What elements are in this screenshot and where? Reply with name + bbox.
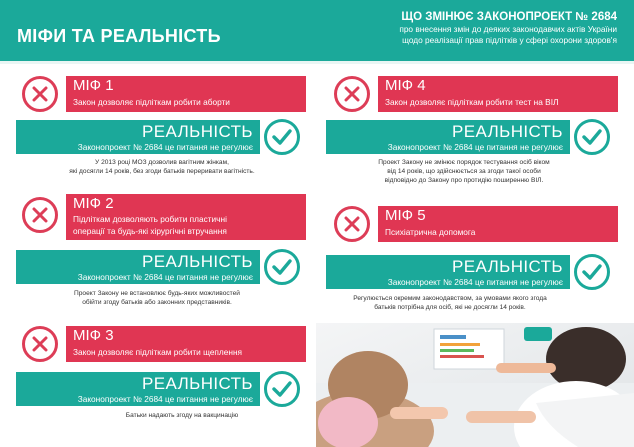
- myth-5-text: Психіатрична допомога: [385, 227, 476, 237]
- subtitle-line-1: про внесення змін до деяких законодавчих актів України: [399, 24, 617, 34]
- myth-2-text-line-1: Підліткам дозволяють робити пластичні: [73, 214, 227, 224]
- myth-3-x-mark-icon: [22, 326, 58, 362]
- myth-1-x-mark-icon: [22, 76, 58, 112]
- reality-3-title: РЕАЛЬНІСТЬ: [142, 374, 253, 393]
- subtitle-line-2: щодо реалізації прав підлітків у сфері охорони здоров'я: [402, 34, 617, 45]
- myth-3-box: [66, 326, 306, 362]
- myth-1-title: МІФ 1: [73, 77, 114, 94]
- header-bar: [0, 0, 634, 61]
- myth-5-x-mark-icon: [334, 206, 370, 242]
- myth-4-note: Проект Закону не змінює порядок тестування осіб віком від 14 років, що здійснюється за згоди такої особи відповідно до Закону про протидію поширенню ВІЛ.: [378, 159, 550, 185]
- myth-5-title: МІФ 5: [385, 207, 426, 224]
- reality-5-box: [326, 255, 570, 289]
- reality-1-box: [16, 120, 260, 154]
- myth-5-note: Регулюється окремим законодавством, за умовами якого згода батьків потрібна для осіб, які не досягли 14 років.: [353, 295, 547, 312]
- reality-2-title: РЕАЛЬНІСТЬ: [142, 252, 253, 271]
- myth-4-box: [378, 76, 618, 112]
- header-subtitle-block: [399, 10, 617, 45]
- reality-3-box: [16, 372, 260, 406]
- myth-2-box: [66, 194, 306, 240]
- photo-illustration: [316, 323, 634, 447]
- myth-3-text: Закон дозволяє підліткам робити щеплення: [73, 347, 243, 357]
- reality-2-box: [16, 250, 260, 284]
- reality-5-text: Законопроект № 2684 це питання не регулює: [387, 277, 563, 287]
- reality-1-text: Законопроект № 2684 це питання не регулює: [77, 142, 253, 152]
- reality-4-box: [326, 120, 570, 154]
- myth-1-box: [66, 76, 306, 112]
- reality-2-check-mark-icon: [264, 249, 300, 285]
- page-title: МІФИ ТА РЕАЛЬНІСТЬ: [17, 26, 221, 46]
- myth-3-title: МІФ 3: [73, 327, 114, 344]
- reality-2-text: Законопроект № 2684 це питання не регулює: [77, 272, 253, 282]
- myth-3-note: Батьки надають згоду на вакцинацію: [125, 412, 239, 419]
- myth-2-note: Проект Закону не встановлює будь-яких можливостей обійти згоду батьків або законних представників.: [74, 290, 240, 307]
- myth-2-title: МІФ 2: [73, 195, 114, 212]
- reality-5-check-mark-icon: [574, 254, 610, 290]
- myth-4-title: МІФ 4: [385, 77, 426, 94]
- myth-1-note: У 2013 році МОЗ дозволив вагітним жінкам, які досягли 14 років, без згоди батьків переривати вагітність.: [69, 159, 255, 176]
- reality-4-title: РЕАЛЬНІСТЬ: [452, 122, 563, 141]
- myth-5-box: [378, 206, 618, 242]
- reality-3-text: Законопроект № 2684 це питання не регулює: [77, 394, 253, 404]
- reality-4-check-mark-icon: [574, 119, 610, 155]
- doctor-and-child-photo: [316, 323, 634, 447]
- reality-5-title: РЕАЛЬНІСТЬ: [452, 257, 563, 276]
- subtitle-heading: ЩО ЗМІНЮЄ ЗАКОНОПРОЕКТ № 2684: [401, 11, 617, 23]
- header-divider: [0, 61, 634, 64]
- reality-1-title: РЕАЛЬНІСТЬ: [142, 122, 253, 141]
- reality-4-text: Законопроект № 2684 це питання не регулює: [387, 142, 563, 152]
- myth-2-x-mark-icon: [22, 197, 58, 233]
- myth-4-x-mark-icon: [334, 76, 370, 112]
- myth-4-text: Закон дозволяє підліткам робити тест на ВІЛ: [385, 97, 559, 107]
- reality-3-check-mark-icon: [264, 371, 300, 407]
- reality-1-check-mark-icon: [264, 119, 300, 155]
- myth-2-text-line-2: операції та будь-які хірургічні втручання: [73, 226, 227, 236]
- myth-1-text: Закон дозволяє підліткам робити аборти: [73, 97, 230, 107]
